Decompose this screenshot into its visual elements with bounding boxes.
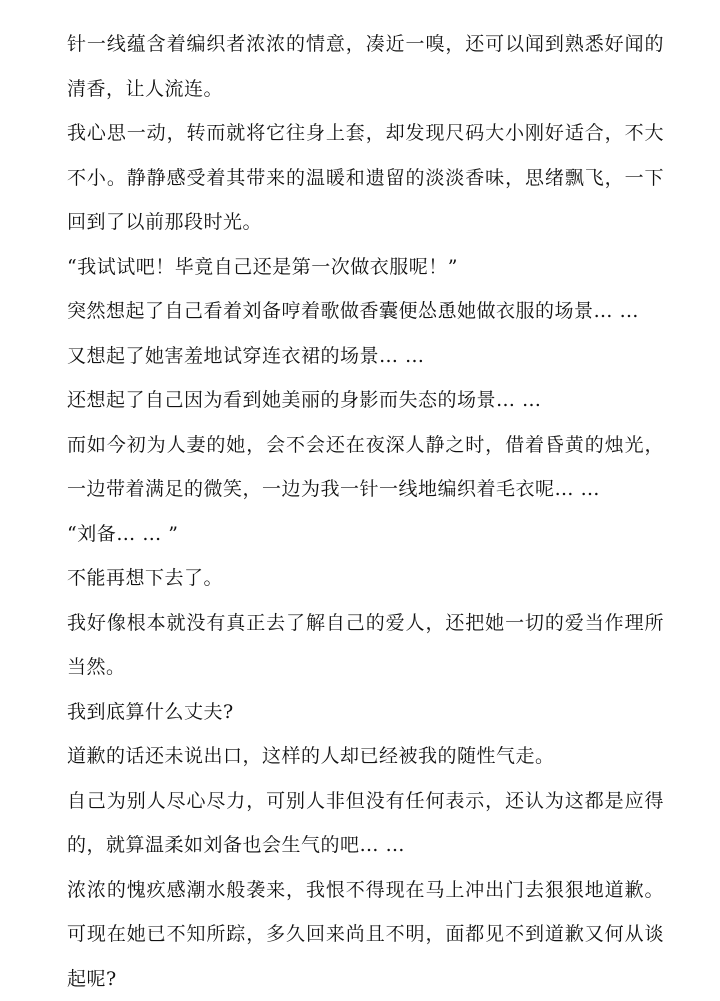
paragraph: 我心思一动，转而就将它往身上套，却发现尺码大小刚好适合，不大不小。静静感受着其带来的温暖和遗留的淡淡香味，思绪飘飞，一下回到了以前那段时光。 <box>67 111 664 245</box>
paragraph: 浓浓的愧疚感潮水般袭来，我恨不得现在马上冲出门去狠狠地道歉。可现在她已不知所踪，多久回来尚且不明，面都见不到道歉又何从谈起呢? <box>67 868 664 1001</box>
paragraph: 又想起了她害羞地试穿连衣裙的场景… … <box>67 334 664 379</box>
paragraph: 我到底算什么丈夫? <box>67 690 664 735</box>
paragraph: 道歉的话还未说出口，这样的人却已经被我的随性气走。 <box>67 734 664 779</box>
paragraph: “我试试吧！毕竟自己还是第一次做衣服呢！” <box>67 245 664 290</box>
paragraph: 突然想起了自己看着刘备哼着歌做香囊便怂恿她做衣服的场景… … <box>67 289 664 334</box>
paragraph: 针一线蕴含着编织者浓浓的情意，凑近一嗅，还可以闻到熟悉好闻的清香，让人流连。 <box>67 22 664 111</box>
paragraph: 而如今初为人妻的她，会不会还在夜深人静之时，借着昏黄的烛光，一边带着满足的微笑，一边为我一针一线地编织着毛衣呢… … <box>67 423 664 512</box>
paragraph: 不能再想下去了。 <box>67 556 664 601</box>
paragraph: 还想起了自己因为看到她美丽的身影而失态的场景… … <box>67 378 664 423</box>
paragraph: 我好像根本就没有真正去了解自己的爱人，还把她一切的爱当作理所当然。 <box>67 601 664 690</box>
paragraph: 自己为别人尽心尽力，可别人非但没有任何表示，还认为这都是应得的，就算温柔如刘备也会生气的吧… … <box>67 779 664 868</box>
paragraph: “刘备… … ” <box>67 512 664 557</box>
